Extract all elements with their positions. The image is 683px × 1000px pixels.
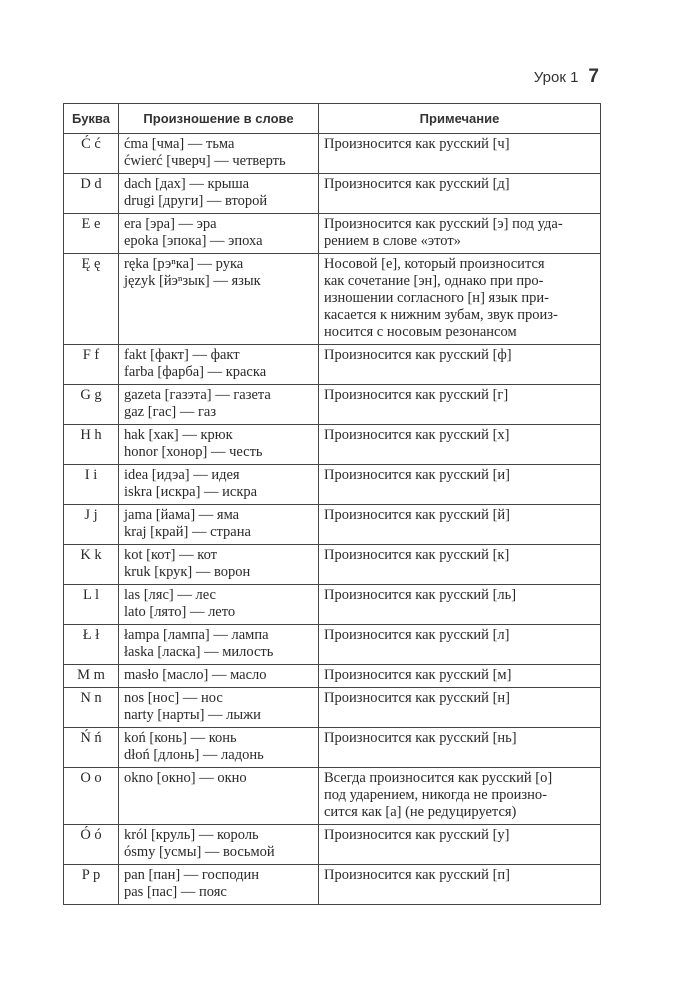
example-line: ręka [рэⁿка] — рука — [124, 256, 244, 272]
letter-cell: E e — [64, 214, 119, 254]
note-line: Произносится как русский [нь] — [324, 730, 517, 746]
example-line: język [йэⁿзык] — язык — [124, 273, 261, 289]
letter-cell: F f — [64, 345, 119, 385]
note-line: Произносится как русский [й] — [324, 507, 510, 523]
example-line: król [круль] — король — [124, 827, 259, 843]
table-row — [64, 865, 601, 905]
letter-cell: M m — [64, 665, 119, 688]
table-row — [64, 585, 601, 625]
pronunciation-cell — [119, 585, 319, 625]
column-header-pronunciation: Произношение в слове — [119, 104, 319, 134]
pronunciation-cell — [119, 665, 319, 688]
letter-cell: Ć ć — [64, 134, 119, 174]
example-line: ćwierć [чверч] — четверть — [124, 153, 286, 169]
example-line: kraj [край] — страна — [124, 524, 251, 540]
pronunciation-cell — [119, 865, 319, 905]
example-line: drugi [други] — второй — [124, 193, 268, 209]
note-line: Произносится как русский [ф] — [324, 347, 512, 363]
note-line: Произносится как русский [к] — [324, 547, 510, 563]
running-head — [534, 66, 599, 88]
example-line: pan [пан] — господин — [124, 867, 260, 883]
example-line: łampa [лампа] — лампа — [124, 627, 269, 643]
pronunciation-cell — [119, 134, 319, 174]
example-line: lato [лято] — лето — [124, 604, 236, 620]
note-line: Произносится как русский [ч] — [324, 136, 510, 152]
letter-cell: N n — [64, 688, 119, 728]
pronunciation-cell — [119, 174, 319, 214]
page-number: 7 — [588, 66, 599, 87]
note-line: Произносится как русский [л] — [324, 627, 510, 643]
table-row — [64, 174, 601, 214]
pronunciation-cell — [119, 465, 319, 505]
pronunciation-cell — [119, 345, 319, 385]
lesson-label: Урок 1 — [533, 69, 579, 86]
example-line: hak [хак] — крюк — [124, 427, 233, 443]
example-line: idea [идэа] — идея — [124, 467, 240, 483]
letter-cell: P p — [64, 865, 119, 905]
table-row — [64, 345, 601, 385]
note-cell — [319, 214, 601, 254]
note-line: рением в слове «этот» — [324, 233, 461, 249]
example-line: pas [пас] — пояс — [124, 884, 227, 900]
pronunciation-cell — [119, 505, 319, 545]
letter-cell: J j — [64, 505, 119, 545]
pronunciation-cell — [119, 768, 319, 825]
note-cell — [319, 865, 601, 905]
table-header-row — [64, 104, 601, 134]
example-line: honor [хонор] — честь — [124, 444, 263, 460]
letter-cell: Ń ń — [64, 728, 119, 768]
note-cell — [319, 425, 601, 465]
note-line: носится с носовым резонансом — [324, 324, 517, 340]
note-line: сится как [а] (не редуцируется) — [324, 804, 517, 820]
table-row — [64, 688, 601, 728]
note-cell — [319, 625, 601, 665]
letter-cell: D d — [64, 174, 119, 214]
note-line: Произносится как русский [н] — [324, 690, 510, 706]
note-cell — [319, 505, 601, 545]
note-line: Всегда произносится как русский [о] — [324, 770, 553, 786]
note-cell — [319, 174, 601, 214]
example-line: dach [дах] — крыша — [124, 176, 250, 192]
note-cell — [319, 545, 601, 585]
table-row — [64, 768, 601, 825]
table-row — [64, 665, 601, 688]
note-cell — [319, 134, 601, 174]
note-cell — [319, 825, 601, 865]
note-line: касается к нижним зубам, звук произ- — [324, 307, 558, 323]
example-line: masło [масло] — масло — [124, 667, 267, 683]
example-line: iskra [искра] — искра — [124, 484, 258, 500]
pronunciation-cell — [119, 385, 319, 425]
table-row — [64, 465, 601, 505]
example-line: okno [окно] — окно — [124, 770, 247, 786]
note-cell — [319, 665, 601, 688]
example-line: jama [йама] — яма — [124, 507, 240, 523]
letter-cell: H h — [64, 425, 119, 465]
example-line: łaska [ласка] — милость — [124, 644, 274, 660]
table-row — [64, 425, 601, 465]
example-line: nos [нос] — нос — [124, 690, 223, 706]
example-line: epoka [эпока] — эпоха — [124, 233, 263, 249]
note-line: изношении согласного [н] язык при- — [324, 290, 549, 306]
table-row — [64, 214, 601, 254]
pronunciation-cell — [119, 214, 319, 254]
example-line: kot [кот] — кот — [124, 547, 217, 563]
letter-cell: K k — [64, 545, 119, 585]
note-line: Произносится как русский [и] — [324, 467, 510, 483]
note-cell — [319, 688, 601, 728]
pronunciation-cell — [119, 825, 319, 865]
example-line: farba [фарба] — краска — [124, 364, 267, 380]
letter-cell: Ó ó — [64, 825, 119, 865]
note-line: Произносится как русский [у] — [324, 827, 510, 843]
note-cell — [319, 254, 601, 345]
note-line: Произносится как русский [г] — [324, 387, 509, 403]
letter-cell: Ł ł — [64, 625, 119, 665]
pronunciation-cell — [119, 625, 319, 665]
note-line: Произносится как русский [х] — [324, 427, 510, 443]
letter-cell: G g — [64, 385, 119, 425]
pronunciation-cell — [119, 728, 319, 768]
letter-cell: Ę ę — [64, 254, 119, 345]
note-cell — [319, 345, 601, 385]
note-cell — [319, 585, 601, 625]
example-line: kruk [крук] — ворон — [124, 564, 251, 580]
example-line: ósmy [усмы] — восьмой — [124, 844, 275, 860]
letter-cell: O o — [64, 768, 119, 825]
note-line: под ударением, никогда не произно- — [324, 787, 547, 803]
note-cell — [319, 768, 601, 825]
example-line: fakt [факт] — факт — [124, 347, 240, 363]
table-row — [64, 545, 601, 585]
note-cell — [319, 465, 601, 505]
pronunciation-cell — [119, 425, 319, 465]
note-line: как сочетание [эн], однако при про- — [324, 273, 544, 289]
table-row — [64, 134, 601, 174]
pronunciation-cell — [119, 545, 319, 585]
table-row — [64, 728, 601, 768]
table-row — [64, 625, 601, 665]
table-row — [64, 505, 601, 545]
note-line: Произносится как русский [д] — [324, 176, 510, 192]
example-line: gazeta [газэта] — газета — [124, 387, 271, 403]
example-line: gaz [гас] — газ — [124, 404, 217, 420]
letter-cell: L l — [64, 585, 119, 625]
table-row — [64, 385, 601, 425]
column-header-letter: Буква — [64, 104, 119, 134]
example-line: las [ляс] — лес — [124, 587, 216, 603]
table-row — [64, 254, 601, 345]
table-row — [64, 825, 601, 865]
note-line: Произносится как русский [ль] — [324, 587, 517, 603]
note-line: Носовой [е], который произносится — [324, 256, 545, 272]
alphabet-table — [63, 103, 601, 905]
note-line: Произносится как русский [п] — [324, 867, 510, 883]
example-line: narty [нарты] — лыжи — [124, 707, 261, 723]
example-line: ćma [чма] — тьма — [124, 136, 235, 152]
note-line: Произносится как русский [э] под уда- — [324, 216, 563, 232]
pronunciation-cell — [119, 688, 319, 728]
example-line: koń [конь] — конь — [124, 730, 237, 746]
letter-cell: I i — [64, 465, 119, 505]
example-line: era [эра] — эра — [124, 216, 217, 232]
note-line: Произносится как русский [м] — [324, 667, 512, 683]
note-cell — [319, 728, 601, 768]
pronunciation-cell — [119, 254, 319, 345]
note-cell — [319, 385, 601, 425]
example-line: dłoń [длонь] — ладонь — [124, 747, 264, 763]
column-header-note: Примечание — [319, 104, 601, 134]
